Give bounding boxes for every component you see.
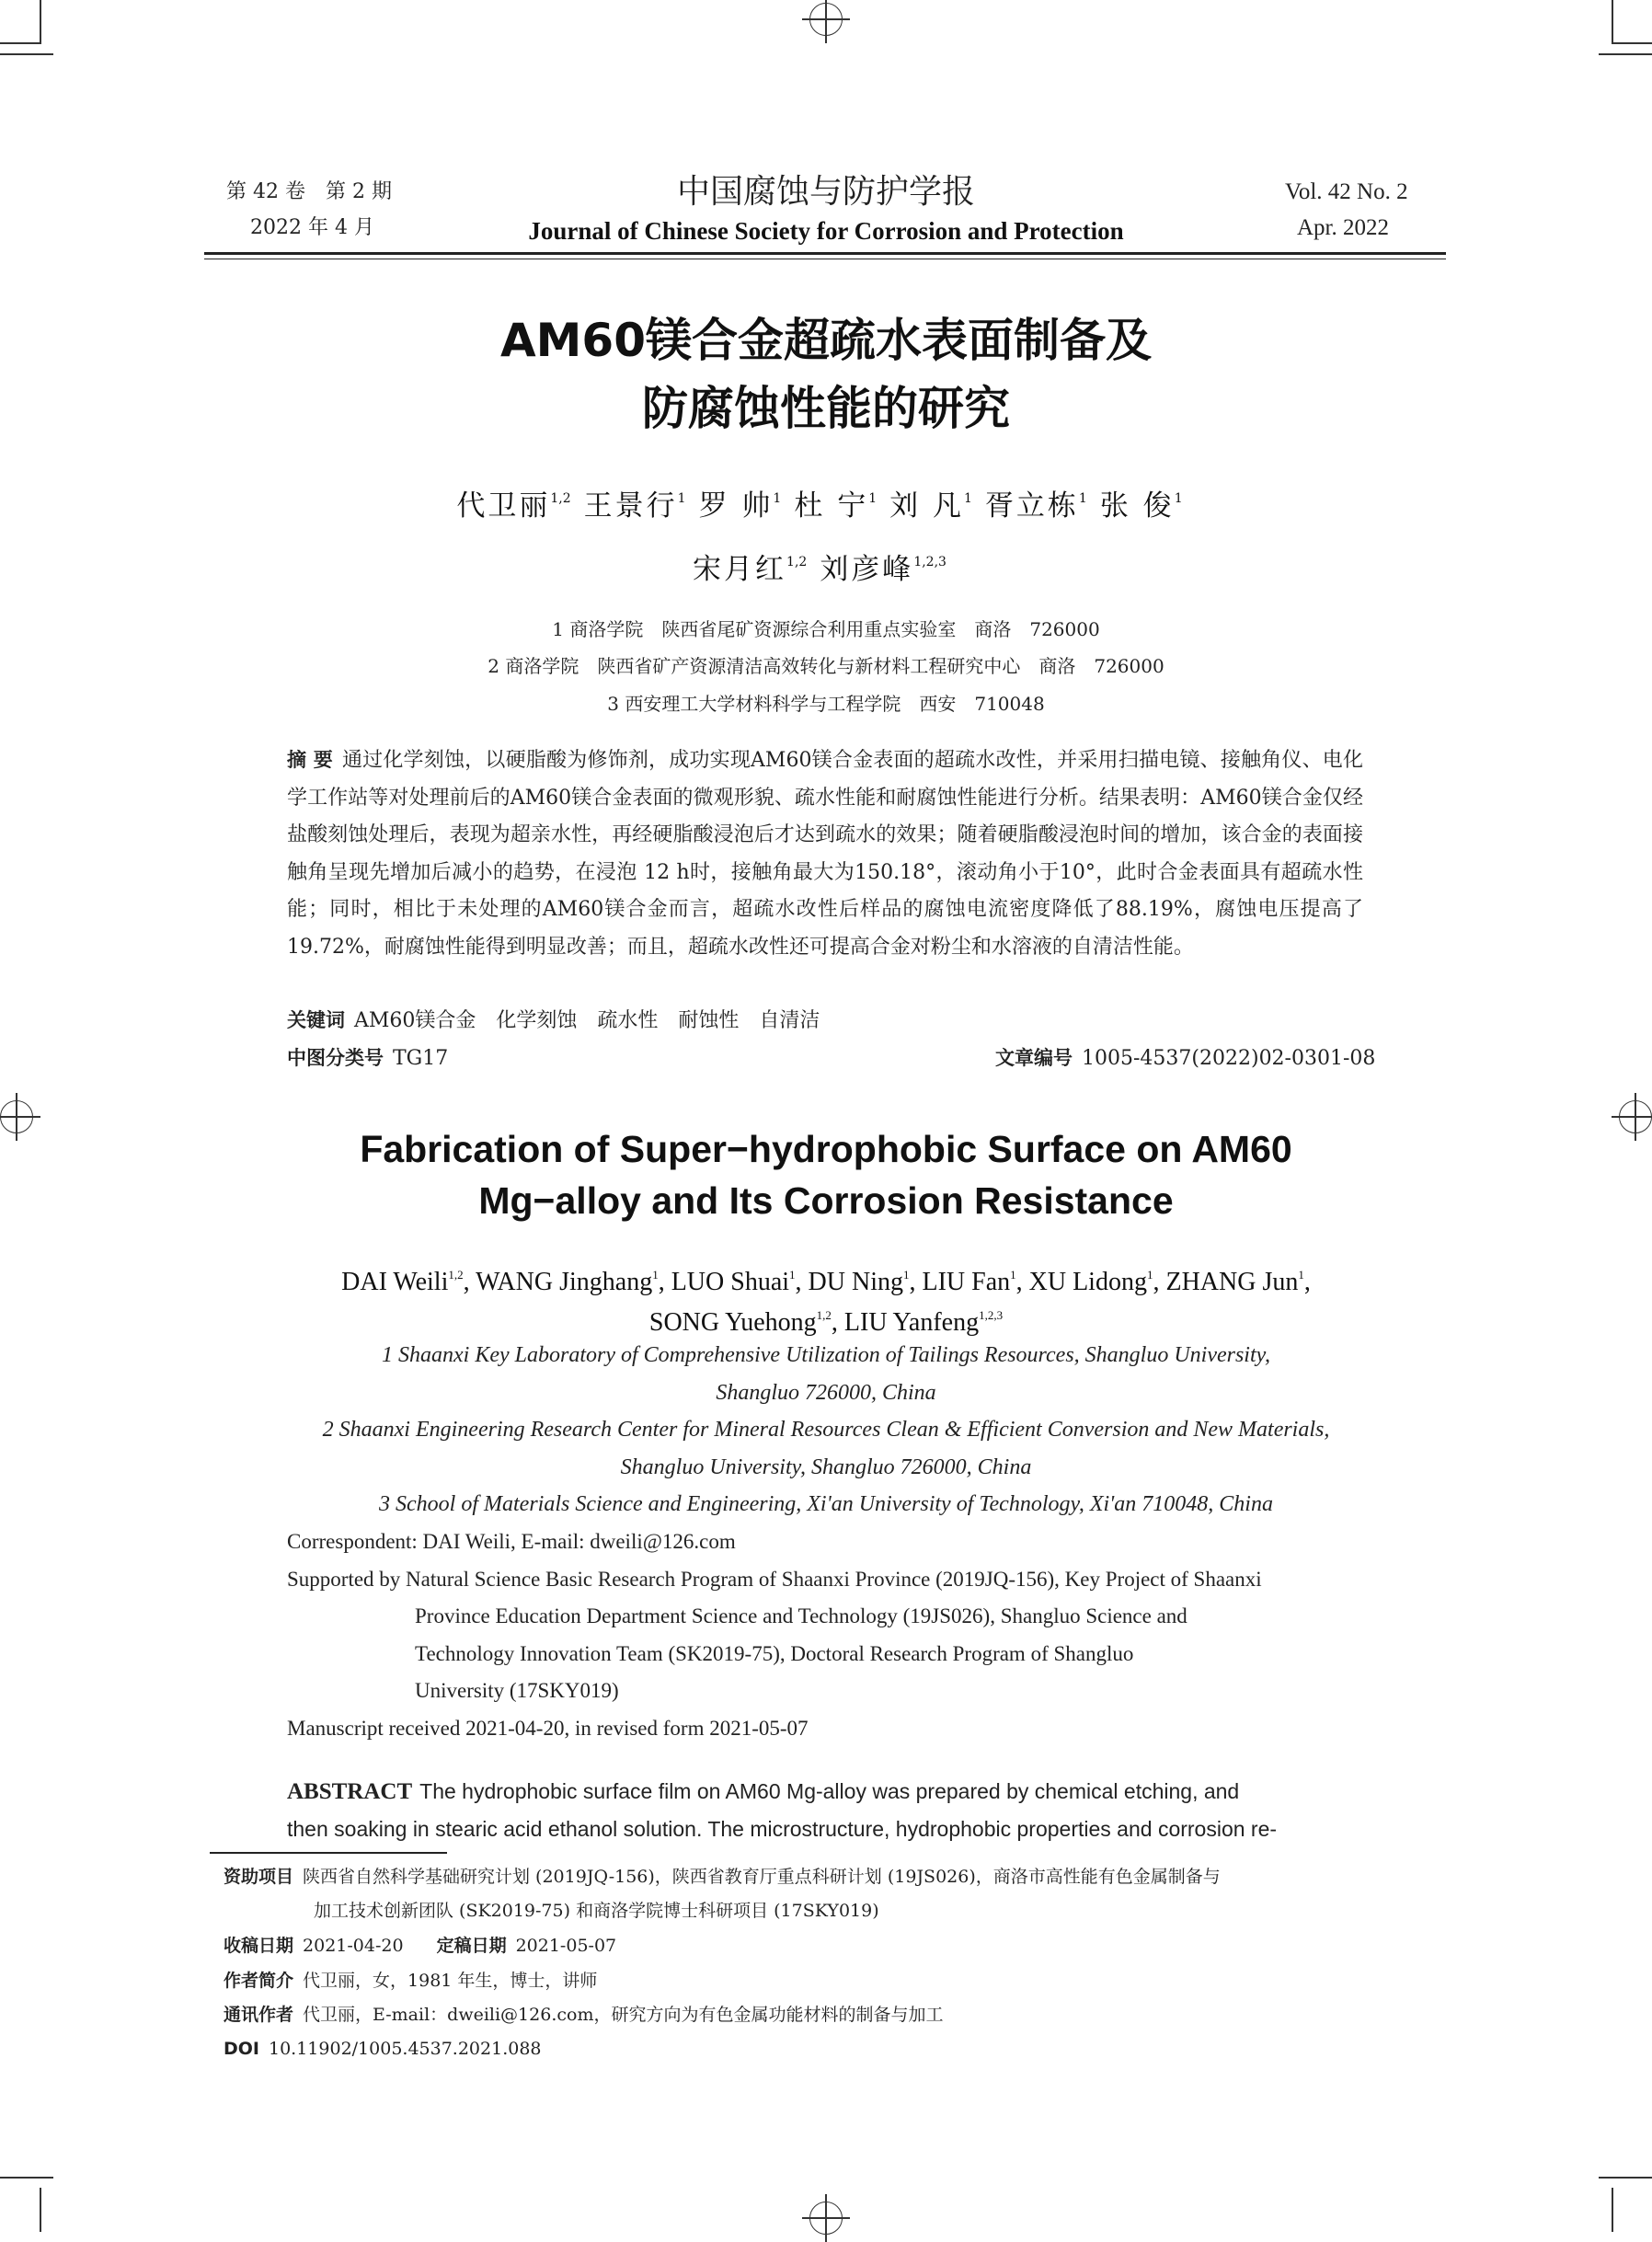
authors-cn-line2	[0, 546, 1652, 587]
keywords-cn-label: 关键词	[287, 1009, 345, 1031]
affiliation-en-2b: Shangluo University, Shangluo 726000, China	[620, 1455, 1032, 1479]
author-en: LIU Yanfeng$^{1,2,3}$	[843, 1308, 1004, 1337]
registration-mark-bottom	[802, 2194, 850, 2242]
journal-name-cn: 中国腐蚀与防护学报	[676, 173, 975, 211]
supported-by-line2: Province Education Department Science and Technology (19JS026), Shangluo Science and	[415, 1604, 1187, 1627]
crop-mark	[0, 53, 53, 55]
authors-cn-line1	[0, 482, 1652, 523]
footnote-author-bio: 作者简介 代卫丽，女，1981 年生，博士，讲师	[224, 1971, 598, 1991]
article-number	[995, 1040, 1375, 1078]
author-en: DU Ning$^1$,	[808, 1268, 923, 1296]
affiliation-en-1a: 1 Shaanxi Key Laboratory of Comprehensive Utilization of Tailings Resources, Shangluo University,	[382, 1343, 1270, 1367]
keywords-cn	[287, 1002, 1363, 1041]
affiliation-en-1b: Shangluo 726000, China	[716, 1381, 936, 1405]
author-cn: 张 俊$^1$	[1099, 489, 1183, 523]
author-en: DAI Weili$^{1,2}$,	[341, 1268, 476, 1296]
affiliation-cn-1: 1 商洛学院 陕西省尾矿资源综合利用重点实验室 商洛 726000	[552, 618, 1100, 640]
supported-by-line4: University (17SKY019)	[415, 1679, 619, 1702]
affiliation-en-2a: 2 Shaanxi Engineering Research Center for Mineral Resources Clean & Efficient Conversion and New Materials,	[322, 1418, 1330, 1442]
correspondent-en: Correspondent: DAI Weili, E-mail: dweili@126.com	[287, 1530, 736, 1553]
header-volume-cn: 第 42 卷 第 2 期	[226, 180, 392, 203]
author-cn: 代卫丽$^{1,2}$	[456, 489, 571, 523]
affiliation-en-3: 3 School of Materials Science and Engineering, Xi'an University of Technology, Xi'an 710048, China	[379, 1492, 1273, 1516]
footnote-corresponding-author: 通讯作者 代卫丽，E-mail：dweili@126.com，研究方向为有色金属功能材料的制备与加工	[224, 2005, 944, 2025]
author-cn: 胥立栋$^1$	[984, 489, 1087, 523]
article-number-value: 1005-4537(2022)02-0301-08	[1082, 1047, 1376, 1070]
title-cn-line2: 防腐蚀性能的研究	[642, 382, 1010, 435]
author-en: SONG Yuehong$^{1,2}$,	[648, 1308, 844, 1337]
author-cn: 杜 宁$^1$	[794, 489, 878, 523]
affiliation-cn-3: 3 西安理工大学材料科学与工程学院 西安 710048	[607, 693, 1045, 715]
footnote-funding-line2: 加工技术创新团队 (SK2019-75) 和商洛学院博士科研项目 (17SKY019)	[314, 1901, 879, 1921]
abstract-en-line1: ABSTRACT The hydrophobic surface film on AM60 Mg-alloy was prepared by chemical etching, and	[287, 1779, 1240, 1804]
abstract-en-line2: then soaking in stearic acid ethanol solution. The microstructure, hydrophobic properties and corrosion re-	[287, 1817, 1278, 1841]
supported-by-line1: Supported by Natural Science Basic Research Program of Shaanxi Province (2019JQ-156), Key Project of Shaanxi	[287, 1568, 1262, 1591]
affiliation-cn-2: 2 商洛学院 陕西省矿产资源清洁高效转化与新材料工程研究中心 商洛 726000	[488, 655, 1164, 677]
abstract-en-label: ABSTRACT	[287, 1779, 413, 1804]
crop-mark	[40, 2188, 41, 2232]
author-cn: 王景行$^1$	[583, 489, 686, 523]
author-cn: 刘彦峰$^{1,2,3}$	[820, 553, 946, 586]
author-en: LIU Fan$^1$,	[922, 1268, 1029, 1296]
crop-mark	[1612, 42, 1652, 44]
footnote-separator	[210, 1852, 447, 1854]
author-cn: 刘 凡$^1$	[889, 489, 972, 523]
crop-mark	[0, 2177, 53, 2179]
header-volume-en: Vol. 42 No. 2	[1285, 179, 1408, 204]
abstract-cn-text: 通过化学刻蚀，以硬脂酸为修饰剂，成功实现AM60镁合金表面的超疏水改性，并采用扫描电镜、接触角仪、电化学工作站等对处理前后的AM60镁合金表面的微观形貌、疏水性能和耐腐蚀性能进行分析。结果表明：AM60镁合金仅经盐酸刻蚀处理后，表现为超亲水性，再经硬脂酸浸泡后才达到疏水的效果；随着硬脂酸浸泡时间的增加，该合金的表面接触角呈现先增加后减小的趋势，在浸泡 12 h时，接触角最大为150.18°，滚动角小于10°，此时合金表面具有超疏水性能；同时，相比于未处理的AM60镁合金而言，超疏水改性后样品的腐蚀电流密度降低了88.19%，腐蚀电压提高了19.72%，耐腐蚀性能得到明显改善；而且，超疏水改性还可提高合金对粉尘和水溶液的自清洁性能。	[287, 749, 1363, 959]
article-number-label: 文章编号	[995, 1047, 1073, 1069]
title-en-line1: Fabrication of Super−hydrophobic Surface on AM60	[360, 1128, 1292, 1170]
supported-by-line3: Technology Innovation Team (SK2019-75), Doctoral Research Program of Shangluo	[415, 1642, 1134, 1665]
author-cn: 宋月红$^{1,2}$	[693, 553, 808, 586]
author-en: WANG Jinghang$^1$,	[476, 1268, 671, 1296]
classification-label: 中图分类号	[287, 1047, 384, 1069]
author-en: LUO Shuai$^1$,	[671, 1268, 809, 1296]
journal-name-en: Journal of Chinese Society for Corrosion and Protection	[528, 217, 1124, 245]
keywords-cn-text: AM60镁合金 化学刻蚀 疏水性 耐蚀性 自清洁	[354, 1009, 820, 1032]
registration-mark-top	[802, 0, 850, 43]
footnote-dates: 收稿日期 2021-04-20 定稿日期 2021-05-07	[224, 1936, 617, 1956]
title-en-line2: Mg−alloy and Its Corrosion Resistance	[478, 1179, 1174, 1222]
header-rule-thick	[204, 252, 1446, 255]
crop-mark	[1612, 2188, 1613, 2232]
abstract-cn	[287, 742, 1363, 966]
header-date-cn: 2022 年 4 月	[250, 216, 374, 239]
footnote-funding-line1: 资助项目 陕西省自然科学基础研究计划 (2019JQ-156)，陕西省教育厅重点科研计划 (19JS026)，商洛市高性能有色金属制备与	[224, 1867, 1221, 1887]
crop-mark	[1599, 53, 1652, 55]
manuscript-received: Manuscript received 2021-04-20, in revised form 2021-05-07	[287, 1717, 809, 1740]
header-date-en: Apr. 2022	[1297, 215, 1389, 240]
title-cn-line1: AM60镁合金超疏水表面制备及	[499, 314, 1153, 367]
crop-mark	[1599, 2177, 1652, 2179]
crop-mark	[1612, 0, 1613, 44]
author-en: XU Lidong$^1$,	[1028, 1268, 1166, 1296]
abstract-cn-label: 摘 要	[287, 749, 333, 771]
classification-value: TG17	[393, 1047, 449, 1070]
footnote-doi: DOI 10.11902/1005.4537.2021.088	[224, 2039, 542, 2059]
crop-mark	[0, 42, 41, 44]
crop-mark	[40, 0, 41, 44]
author-cn: 罗 帅$^1$	[698, 489, 782, 523]
classification-number	[287, 1040, 448, 1078]
author-en: ZHANG Jun$^1$,	[1165, 1268, 1311, 1296]
